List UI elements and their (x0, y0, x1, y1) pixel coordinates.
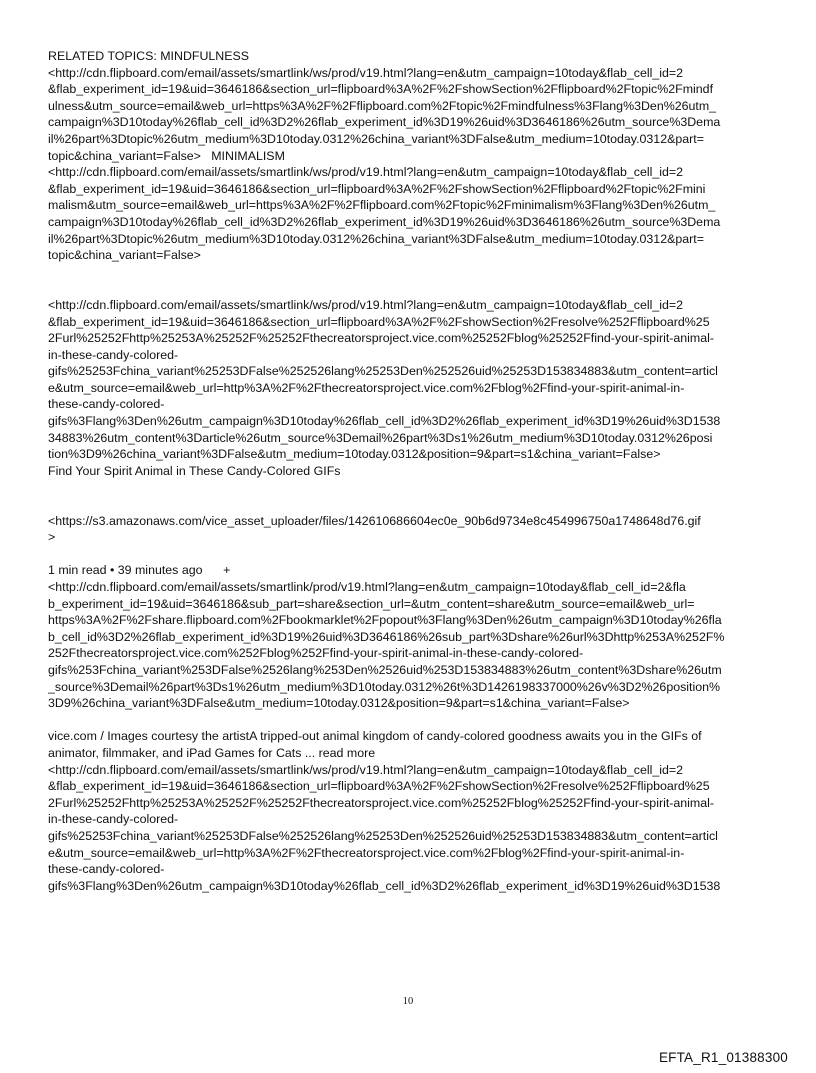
text-line: these-candy-colored- (48, 862, 165, 877)
text-line: gifs%25253Fchina_variant%25253DFalse%252526lang%25253Den%252526uid%25253D153834883&utm_content=articl (48, 364, 718, 379)
text-line: <http://cdn.flipboard.com/email/assets/smartlink/ws/prod/v19.html?lang=en&utm_campaign=10today&flab_cell_id=2 (48, 297, 684, 312)
text-line: 2Furl%25252Fhttp%25253A%25252F%25252Fthecreatorsproject.vice.com%25252Fblog%25252Ffind-your-spirit-animal- (48, 331, 715, 346)
blank-line (48, 712, 770, 729)
text-line: RELATED TOPICS: MINDFULNESS (48, 49, 250, 63)
document-body (48, 48, 770, 894)
text-line: il%26part%3Dtopic%26utm_medium%3D10today.0312%26china_variant%3DFalse&utm_medium=10today.0312&part= (48, 231, 704, 246)
text-line: campaign%3D10today%26flab_cell_id%3D2%26flab_experiment_id%3D19%26uid%3D3646186%26utm_source%3Dema (48, 115, 721, 130)
text-line: gifs%3Flang%3Den%26utm_campaign%3D10today%26flab_cell_id%3D2%26flab_experiment_id%3D19%26uid%3D1538 (48, 878, 721, 893)
text-line: animator, filmmaker, and iPad Games for Cats ... read more (48, 745, 376, 760)
text-line: _source%3Demail%26part%3Ds1%26utm_medium%3D10today.0312%26t%3D1426198337000%26v%3D2%26position% (48, 679, 721, 694)
text-line: e&utm_source=email&web_url=http%3A%2F%2Fthecreatorsproject.vice.com%2Fblog%2Ffind-your-spirit-animal-in- (48, 380, 685, 395)
text-line: topic&china_variant=False> (48, 248, 201, 263)
blank-line (48, 264, 770, 281)
text-line: e&utm_source=email&web_url=http%3A%2F%2Fthecreatorsproject.vice.com%2Fblog%2Ffind-your-spirit-animal-in- (48, 845, 685, 860)
text-line: &flab_experiment_id=19&uid=3646186&section_url=flipboard%3A%2F%2FshowSection%2Fresolve%252Fflipboard%25 (48, 779, 710, 794)
text-line: b_cell_id%3D2%26flab_experiment_id%3D19%26uid%3D3646186%26sub_part%3Dshare%26url%3Dhttp%253A%252F% (48, 629, 725, 644)
text-line: b_experiment_id=19&uid=3646186&sub_part=share&section_url=&utm_content=share&utm_source=email&web_url= (48, 596, 695, 611)
text-line: il%26part%3Dtopic%26utm_medium%3D10today.0312%26china_variant%3DFalse&utm_medium=10today.0312&part= (48, 131, 704, 146)
text-line: 1 min read • 39 minutes ago + (48, 563, 231, 578)
text-line: &flab_experiment_id=19&uid=3646186&section_url=flipboard%3A%2F%2FshowSection%2Fflipboard%2Ftopic%2Fmindf (48, 82, 714, 97)
text-line: gifs%3Flang%3Den%26utm_campaign%3D10today%26flab_cell_id%3D2%26flab_experiment_id%3D19%26uid%3D1538 (48, 414, 721, 429)
text-line: tion%3D9%26china_variant%3DFalse&utm_medium=10today.0312&position=9&part=s1&china_variant=False> (48, 447, 661, 462)
page-number: 10 (402, 996, 414, 1007)
text-line: topic&china_variant=False> MINIMALISM (48, 148, 285, 163)
text-line: Find Your Spirit Animal in These Candy-Colored GIFs (48, 463, 341, 478)
text-line: vice.com / Images courtesy the artistA tripped-out animal kingdom of candy-colored goodness awaits you in the GIFs of (48, 729, 702, 744)
text-line: malism&utm_source=email&web_url=https%3A%2F%2Fflipboard.com%2Ftopic%2Fminimalism%3Flang%3Den%26utm_ (48, 198, 716, 213)
text-line: gifs%25253Fchina_variant%25253DFalse%252526lang%25253Den%252526uid%25253D153834883&utm_content=articl (48, 828, 718, 843)
text-line: &flab_experiment_id=19&uid=3646186&section_url=flipboard%3A%2F%2FshowSection%2Fflipboard%2Ftopic%2Fmini (48, 181, 706, 196)
text-line: <http://cdn.flipboard.com/email/assets/smartlink/ws/prod/v19.html?lang=en&utm_campaign=10today&flab_cell_id=2 (48, 762, 684, 777)
text-line: &flab_experiment_id=19&uid=3646186&section_url=flipboard%3A%2F%2FshowSection%2Fresolve%252Fflipboard%25 (48, 314, 710, 329)
text-line: > (48, 530, 56, 545)
text-line: 3D9%26china_variant%3DFalse&utm_medium=10today.0312&position=9&part=s1&china_variant=False> (48, 696, 630, 711)
text-line: <http://cdn.flipboard.com/email/assets/smartlink/prod/v19.html?lang=en&utm_campaign=10today&flab_cell_id=2&fla (48, 580, 686, 594)
text-line: in-these-candy-colored- (48, 347, 179, 362)
text-line: 34883%26utm_content%3Darticle%26utm_source%3Demail%26part%3Ds1%26utm_medium%3D10today.0312%26posi (48, 430, 713, 445)
text-line: https%3A%2F%2Fshare.flipboard.com%2Fbookmarklet%2Fpopout%3Flang%3Den%26utm_campaign%3D10today%26fla (48, 613, 722, 628)
blank-line (48, 479, 770, 496)
text-line: campaign%3D10today%26flab_cell_id%3D2%26flab_experiment_id%3D19%26uid%3D3646186%26utm_source%3Dema (48, 214, 721, 229)
text-line: in-these-candy-colored- (48, 812, 179, 827)
blank-line (48, 280, 770, 297)
text-line: 2Furl%25252Fhttp%25253A%25252F%25252Fthecreatorsproject.vice.com%25252Fblog%25252Ffind-your-spirit-animal- (48, 795, 715, 810)
blank-line (48, 496, 770, 513)
text-line: these-candy-colored- (48, 397, 165, 412)
text-line: gifs%253Fchina_variant%253DFalse%2526lang%253Den%2526uid%253D153834883%26utm_content%3Dshare%26utm (48, 662, 722, 677)
text-line: <https://s3.amazonaws.com/vice_asset_uploader/files/142610686604ec0e_90b6d9734e8c454996750a1748648d76.gif (48, 513, 701, 528)
document-id-footer: EFTA_R1_01388300 (658, 1050, 788, 1065)
text-line: <http://cdn.flipboard.com/email/assets/smartlink/ws/prod/v19.html?lang=en&utm_campaign=10today&flab_cell_id=2 (48, 165, 684, 180)
text-line: ulness&utm_source=email&web_url=https%3A%2F%2Fflipboard.com%2Ftopic%2Fmindfulness%3Flang%3Den%26utm_ (48, 98, 717, 113)
text-line: <http://cdn.flipboard.com/email/assets/smartlink/ws/prod/v19.html?lang=en&utm_campaign=10today&flab_cell_id=2 (48, 65, 684, 80)
text-line: 252Fthecreatorsproject.vice.com%252Fblog%252Ffind-your-spirit-animal-in-these-candy-colored- (48, 646, 584, 661)
blank-line (48, 546, 770, 563)
